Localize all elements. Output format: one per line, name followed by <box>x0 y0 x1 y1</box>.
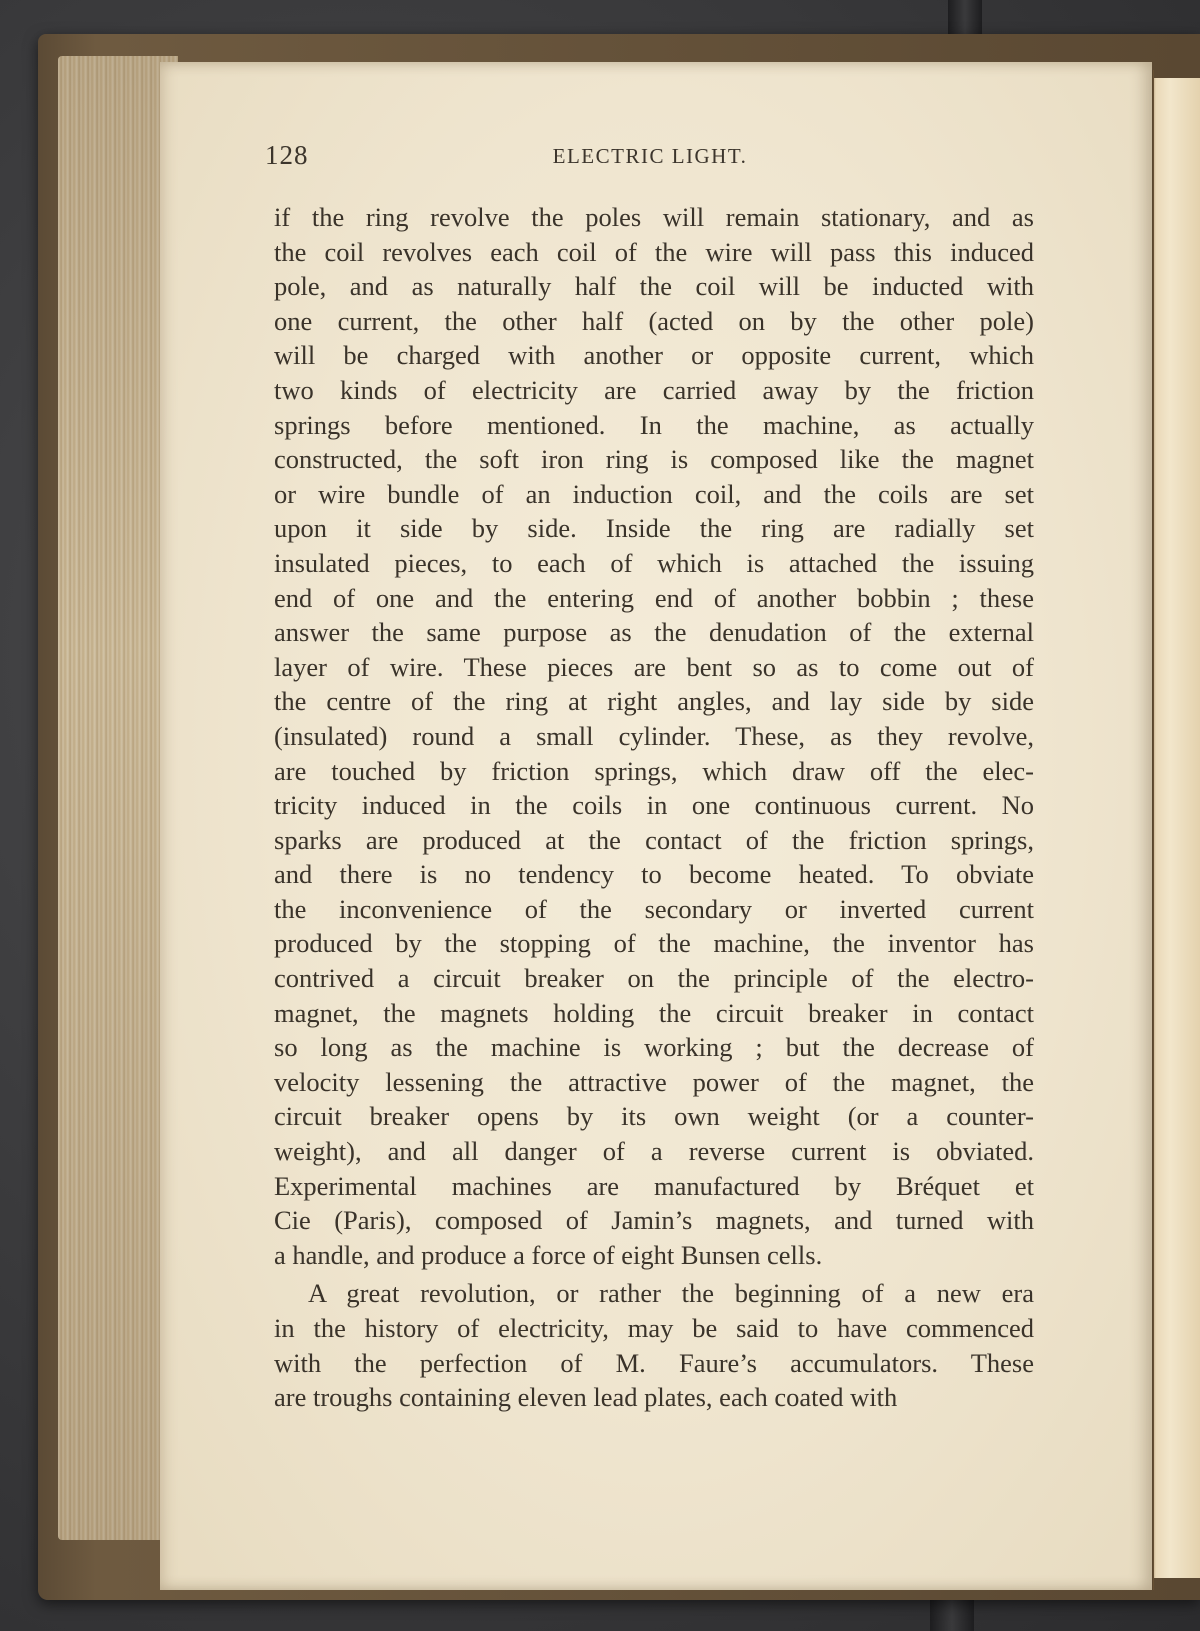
text-line: in the history of electricity, may be said to have commenced <box>274 1313 1034 1343</box>
text-line: the inconvenience of the secondary or inverted current <box>274 893 1034 924</box>
text-line: weight), and all danger of a reverse current is obviated. <box>274 1136 1034 1167</box>
text-line: insulated pieces, to each of which is attached the issuing <box>274 547 1034 578</box>
text-line: Experimental machines are manufactured by Bréquet et <box>274 1170 1034 1201</box>
text-line: contrived a circuit breaker on the principle of the electro- <box>274 963 1034 994</box>
text-line: springs before mentioned. In the machine, as actually <box>274 409 1034 440</box>
text-line: produced by the stopping of the machine, the inventor has <box>274 928 1034 959</box>
running-head <box>265 140 1035 180</box>
text-line: are troughs containing eleven lead plates, each coated with <box>274 1382 898 1413</box>
body-text <box>274 200 1034 1415</box>
text-line: the centre of the ring at right angles, and lay side by side <box>274 686 1034 717</box>
text-line: sparks are produced at the contact of the friction springs, <box>274 824 1034 855</box>
text-line: with the perfection of M. Faure’s accumulators. These <box>274 1347 1034 1378</box>
text-line: A great revolution, or rather the beginning of a new era <box>308 1278 1034 1309</box>
text-line: the coil revolves each coil of the wire will pass this induced <box>274 236 1034 267</box>
text-line: circuit breaker opens by its own weight (or a counter- <box>274 1101 1034 1132</box>
facing-page-edge <box>1150 78 1200 1578</box>
text-line: if the ring revolve the poles will remain stationary, and as <box>274 202 1034 232</box>
text-line: a handle, and produce a force of eight Bunsen cells. <box>274 1239 823 1270</box>
paragraph <box>274 1276 1034 1414</box>
text-line: one current, the other half (acted on by the other pole) <box>274 305 1034 336</box>
running-title: ELECTRIC LIGHT. <box>552 144 748 168</box>
text-line: upon it side by side. Inside the ring are radially set <box>274 513 1034 544</box>
text-line: two kinds of electricity are carried away by the friction <box>274 374 1034 405</box>
text-line: layer of wire. These pieces are bent so as to come out of <box>274 651 1034 682</box>
text-line: constructed, the soft iron ring is composed like the magnet <box>274 444 1034 475</box>
paragraph <box>274 200 1034 1272</box>
text-line: will be charged with another or opposite current, which <box>274 340 1034 371</box>
text-line: pole, and as naturally half the coil will be inducted with <box>274 271 1034 302</box>
text-line: tricity induced in the coils in one continuous current. No <box>274 790 1034 821</box>
text-line: (insulated) round a small cylinder. These, as they revolve, <box>274 720 1034 751</box>
page-number: 128 <box>265 140 309 170</box>
text-line: and there is no tendency to become heated. To obviate <box>274 859 1034 890</box>
text-line: are touched by friction springs, which draw off the elec- <box>274 755 1034 786</box>
text-line: answer the same purpose as the denudation of the external <box>274 617 1034 648</box>
text-line: so long as the machine is working ; but the decrease of <box>274 1032 1034 1063</box>
text-line: magnet, the magnets holding the circuit breaker in contact <box>274 997 1034 1028</box>
text-line: end of one and the entering end of another bobbin ; these <box>274 582 1034 613</box>
text-line: Cie (Paris), composed of Jamin’s magnets, and turned with <box>274 1205 1034 1236</box>
text-line: velocity lessening the attractive power of the magnet, the <box>274 1066 1034 1097</box>
text-line: or wire bundle of an induction coil, and the coils are set <box>274 478 1034 509</box>
